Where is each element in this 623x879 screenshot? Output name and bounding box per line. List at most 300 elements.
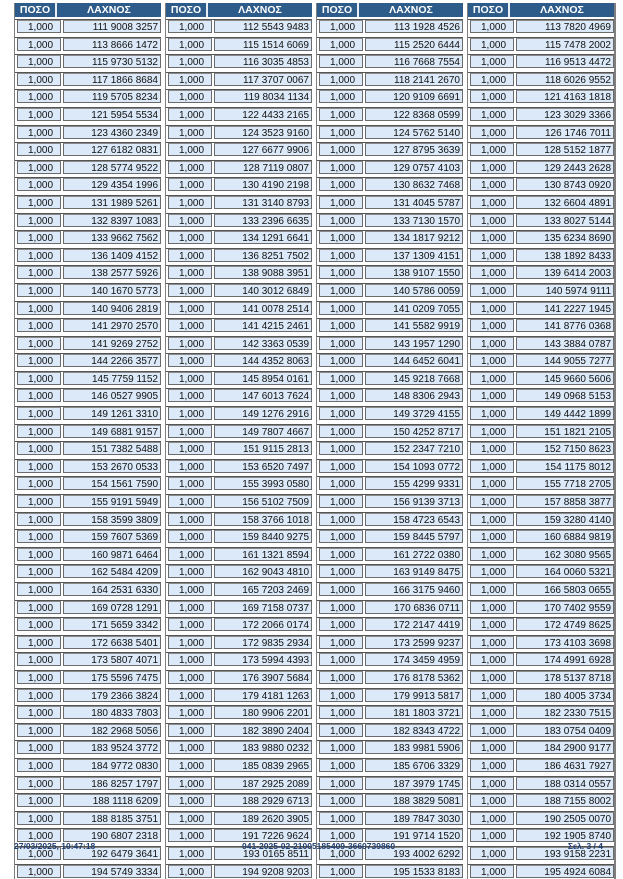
ticket-number-cell: 131 4045 5787: [365, 196, 463, 209]
ticket-number-cell: 162 3080 9565: [516, 548, 614, 561]
amount-cell: 1,000: [470, 777, 514, 790]
table-row: [468, 564, 614, 580]
table-row: [166, 371, 312, 387]
table-row: [166, 793, 312, 809]
amount-cell: 1,000: [17, 214, 61, 227]
amount-cell: 1,000: [319, 618, 363, 631]
table-row: [317, 529, 463, 545]
table-row: [15, 213, 161, 229]
amount-cell: 1,000: [168, 284, 212, 297]
amount-cell: 1,000: [17, 302, 61, 315]
amount-cell: 1,000: [168, 38, 212, 51]
ticket-number-cell: 191 7226 9624: [214, 829, 312, 842]
table-row: [468, 476, 614, 492]
amount-cell: 1,000: [168, 513, 212, 526]
amount-cell: 1,000: [470, 161, 514, 174]
ticket-number-cell: 166 3175 9460: [365, 583, 463, 596]
ticket-number-cell: 160 9871 6464: [63, 548, 161, 561]
ticket-number-cell: 129 2443 2628: [516, 161, 614, 174]
table-row: [166, 600, 312, 616]
ticket-number-cell: 138 1892 8433: [516, 249, 614, 262]
amount-cell: 1,000: [168, 565, 212, 578]
ticket-number-cell: 164 2531 6330: [63, 583, 161, 596]
ticket-number-cell: 175 5596 7475: [63, 671, 161, 684]
ticket-number-cell: 145 9218 7668: [365, 372, 463, 385]
ticket-number-cell: 113 7820 4969: [516, 20, 614, 33]
table-row: [317, 353, 463, 369]
table-row: [468, 19, 614, 35]
table-row: [166, 406, 312, 422]
amount-cell: 1,000: [319, 161, 363, 174]
table-row: [15, 54, 161, 70]
table-row: [468, 142, 614, 158]
table-row: [15, 564, 161, 580]
table-row: [15, 160, 161, 176]
amount-cell: 1,000: [319, 477, 363, 490]
table-row: [15, 723, 161, 739]
amount-cell: 1,000: [319, 636, 363, 649]
table-row: [166, 476, 312, 492]
table-row: [317, 476, 463, 492]
table-row: [166, 459, 312, 475]
table-row: [317, 160, 463, 176]
table-row: [15, 617, 161, 633]
amount-cell: 1,000: [168, 495, 212, 508]
ticket-number-cell: 145 8954 0161: [214, 372, 312, 385]
ticket-number-cell: 183 9981 5906: [365, 741, 463, 754]
table-row: [15, 793, 161, 809]
amount-cell: 1,000: [168, 90, 212, 103]
table-row: [166, 758, 312, 774]
amount-cell: 1,000: [319, 777, 363, 790]
amount-cell: 1,000: [319, 284, 363, 297]
ticket-number-cell: 190 6807 2318: [63, 829, 161, 842]
ticket-number-cell: 121 4163 1818: [516, 90, 614, 103]
ticket-number-cell: 155 9191 5949: [63, 495, 161, 508]
amount-cell: 1,000: [168, 477, 212, 490]
header-amount: ΠΟΣΟ: [468, 3, 510, 17]
ticket-number-cell: 133 2396 6635: [214, 214, 312, 227]
ticket-number-cell: 192 6479 3641: [63, 847, 161, 860]
amount-cell: 1,000: [17, 249, 61, 262]
table-row: [166, 776, 312, 792]
table-row: [468, 547, 614, 563]
table-row: [468, 793, 614, 809]
amount-cell: 1,000: [17, 583, 61, 596]
table-row: [15, 740, 161, 756]
amount-cell: 1,000: [470, 460, 514, 473]
ticket-number-cell: 115 7478 2002: [516, 38, 614, 51]
amount-cell: 1,000: [319, 495, 363, 508]
table-row: [468, 776, 614, 792]
table-row: [15, 177, 161, 193]
table-row: [15, 476, 161, 492]
ticket-number-cell: 119 5705 8234: [63, 90, 161, 103]
table-row: [15, 336, 161, 352]
ticket-number-cell: 149 3729 4155: [365, 407, 463, 420]
ticket-number-cell: 192 1905 8740: [516, 829, 614, 842]
ticket-number-cell: 151 9115 2813: [214, 442, 312, 455]
table-row: [468, 301, 614, 317]
table-row: [317, 547, 463, 563]
table-row: [468, 406, 614, 422]
amount-cell: 1,000: [319, 741, 363, 754]
amount-cell: 1,000: [17, 425, 61, 438]
table-row: [15, 811, 161, 827]
ticket-number-cell: 113 1928 4526: [365, 20, 463, 33]
amount-cell: 1,000: [470, 143, 514, 156]
table-row: [468, 160, 614, 176]
amount-cell: 1,000: [470, 20, 514, 33]
table-row: [15, 195, 161, 211]
amount-cell: 1,000: [319, 759, 363, 772]
table-row: [317, 723, 463, 739]
amount-cell: 1,000: [470, 812, 514, 825]
amount-cell: 1,000: [17, 724, 61, 737]
ticket-number-cell: 189 7847 3030: [365, 812, 463, 825]
amount-cell: 1,000: [470, 354, 514, 367]
amount-cell: 1,000: [319, 865, 363, 878]
table-row: [468, 494, 614, 510]
amount-cell: 1,000: [168, 196, 212, 209]
amount-cell: 1,000: [168, 372, 212, 385]
table-row: [468, 230, 614, 246]
ticket-number-cell: 172 2066 0174: [214, 618, 312, 631]
amount-cell: 1,000: [470, 601, 514, 614]
amount-cell: 1,000: [470, 548, 514, 561]
table-row: [468, 688, 614, 704]
table-row: [317, 512, 463, 528]
amount-cell: 1,000: [168, 847, 212, 860]
ticket-number-cell: 144 2266 3577: [63, 354, 161, 367]
table-row: [317, 265, 463, 281]
ticket-number-cell: 162 9043 4810: [214, 565, 312, 578]
ticket-number-cell: 112 5543 9483: [214, 20, 312, 33]
amount-cell: 1,000: [168, 706, 212, 719]
ticket-number-cell: 190 2505 0070: [516, 812, 614, 825]
amount-cell: 1,000: [319, 513, 363, 526]
ticket-number-cell: 121 5954 5534: [63, 108, 161, 121]
table-row: [468, 705, 614, 721]
header-ticket: ΛΑΧΝΟΣ: [57, 3, 161, 17]
table-row: [166, 107, 312, 123]
amount-cell: 1,000: [17, 548, 61, 561]
amount-cell: 1,000: [17, 601, 61, 614]
ticket-number-cell: 144 9055 7277: [516, 354, 614, 367]
table-row: [317, 213, 463, 229]
ticket-number-cell: 141 4215 2461: [214, 319, 312, 332]
amount-cell: 1,000: [168, 319, 212, 332]
table-row: [166, 283, 312, 299]
ticket-number-cell: 131 3140 8793: [214, 196, 312, 209]
ticket-number-cell: 140 3012 6849: [214, 284, 312, 297]
amount-cell: 1,000: [319, 126, 363, 139]
table-row: [15, 89, 161, 105]
amount-cell: 1,000: [319, 829, 363, 842]
ticket-number-cell: 140 5786 0059: [365, 284, 463, 297]
ticket-number-cell: 129 4354 1996: [63, 178, 161, 191]
amount-cell: 1,000: [470, 706, 514, 719]
ticket-number-cell: 115 2520 6444: [365, 38, 463, 51]
amount-cell: 1,000: [319, 249, 363, 262]
ticket-number-cell: 156 5102 7509: [214, 495, 312, 508]
ticket-number-cell: 191 9714 1520: [365, 829, 463, 842]
ticket-number-cell: 180 4833 7803: [63, 706, 161, 719]
amount-cell: 1,000: [168, 794, 212, 807]
ticket-number-cell: 193 0165 8511: [214, 847, 312, 860]
amount-cell: 1,000: [319, 266, 363, 279]
table-row: [317, 336, 463, 352]
ticket-number-cell: 195 4924 6084: [516, 865, 614, 878]
amount-cell: 1,000: [17, 55, 61, 68]
table-row: [317, 864, 463, 879]
ticket-number-cell: 122 8368 0599: [365, 108, 463, 121]
ticket-number-cell: 188 2929 6713: [214, 794, 312, 807]
table-row: [468, 72, 614, 88]
amount-cell: 1,000: [319, 794, 363, 807]
table-row: [15, 353, 161, 369]
ticket-number-cell: 118 6026 9552: [516, 73, 614, 86]
amount-cell: 1,000: [319, 389, 363, 402]
table-row: [317, 705, 463, 721]
amount-cell: 1,000: [470, 495, 514, 508]
table-row: [166, 512, 312, 528]
table-row: [317, 494, 463, 510]
ticket-number-cell: 140 1670 5773: [63, 284, 161, 297]
header-ticket: ΛΑΧΝΟΣ: [208, 3, 312, 17]
ticket-number-cell: 151 7382 5488: [63, 442, 161, 455]
table-row: [468, 529, 614, 545]
column-group-4: [467, 3, 616, 879]
amount-cell: 1,000: [470, 829, 514, 842]
amount-cell: 1,000: [17, 777, 61, 790]
amount-cell: 1,000: [168, 618, 212, 631]
amount-cell: 1,000: [17, 812, 61, 825]
ticket-number-cell: 159 3280 4140: [516, 513, 614, 526]
amount-cell: 1,000: [470, 302, 514, 315]
amount-cell: 1,000: [319, 73, 363, 86]
ticket-number-cell: 172 6638 5401: [63, 636, 161, 649]
amount-cell: 1,000: [470, 636, 514, 649]
ticket-number-cell: 130 4190 2198: [214, 178, 312, 191]
amount-cell: 1,000: [319, 354, 363, 367]
ticket-number-cell: 186 8257 1797: [63, 777, 161, 790]
table-row: [317, 670, 463, 686]
amount-cell: 1,000: [168, 777, 212, 790]
amount-cell: 1,000: [17, 689, 61, 702]
amount-cell: 1,000: [470, 671, 514, 684]
amount-cell: 1,000: [470, 689, 514, 702]
ticket-number-cell: 179 4181 1263: [214, 689, 312, 702]
column-group-2: [165, 3, 312, 879]
column-group-1: [14, 3, 161, 879]
ticket-number-cell: 127 8795 3639: [365, 143, 463, 156]
amount-cell: 1,000: [168, 741, 212, 754]
amount-cell: 1,000: [319, 108, 363, 121]
table-row: [468, 723, 614, 739]
table-row: [468, 283, 614, 299]
ticket-number-cell: 129 0757 4103: [365, 161, 463, 174]
ticket-number-cell: 164 0060 5321: [516, 565, 614, 578]
amount-cell: 1,000: [470, 513, 514, 526]
table-row: [166, 688, 312, 704]
amount-cell: 1,000: [319, 689, 363, 702]
ticket-number-cell: 140 5974 9111: [516, 284, 614, 297]
ticket-number-cell: 176 3907 5684: [214, 671, 312, 684]
ticket-number-cell: 189 2620 3905: [214, 812, 312, 825]
table-row: [166, 265, 312, 281]
table-row: [166, 494, 312, 510]
ticket-number-cell: 182 3890 2404: [214, 724, 312, 737]
ticket-number-cell: 152 2347 7210: [365, 442, 463, 455]
table-row: [317, 318, 463, 334]
ticket-number-cell: 128 7119 0807: [214, 161, 312, 174]
table-row: [15, 37, 161, 53]
header-amount: ΠΟΣΟ: [317, 3, 359, 17]
ticket-number-cell: 124 5762 5140: [365, 126, 463, 139]
ticket-number-cell: 157 8858 3877: [516, 495, 614, 508]
table-row: [15, 265, 161, 281]
table-row: [317, 652, 463, 668]
ticket-number-cell: 143 1957 1290: [365, 337, 463, 350]
ticket-number-cell: 184 2900 9177: [516, 741, 614, 754]
amount-cell: 1,000: [168, 460, 212, 473]
amount-cell: 1,000: [17, 231, 61, 244]
ticket-number-cell: 116 9513 4472: [516, 55, 614, 68]
amount-cell: 1,000: [470, 126, 514, 139]
amount-cell: 1,000: [168, 829, 212, 842]
table-row: [468, 582, 614, 598]
table-row: [166, 424, 312, 440]
ticket-number-cell: 161 2722 0380: [365, 548, 463, 561]
ticket-number-cell: 117 3707 0067: [214, 73, 312, 86]
print-datetime: 27/03/2025, 10:47:18: [14, 841, 95, 851]
ticket-number-cell: 162 5484 4209: [63, 565, 161, 578]
amount-cell: 1,000: [470, 337, 514, 350]
ticket-number-cell: 183 9880 0232: [214, 741, 312, 754]
table-row: [317, 283, 463, 299]
amount-cell: 1,000: [17, 759, 61, 772]
ticket-number-cell: 120 9109 6691: [365, 90, 463, 103]
table-row: [15, 388, 161, 404]
table-row: [166, 213, 312, 229]
ticket-number-cell: 133 9662 7562: [63, 231, 161, 244]
ticket-number-cell: 195 1533 8183: [365, 865, 463, 878]
table-row: [15, 670, 161, 686]
table-row: [15, 705, 161, 721]
amount-cell: 1,000: [17, 865, 61, 878]
table-row: [166, 195, 312, 211]
header-ticket: ΛΑΧΝΟΣ: [510, 3, 614, 17]
amount-cell: 1,000: [168, 302, 212, 315]
amount-cell: 1,000: [17, 354, 61, 367]
ticket-number-cell: 134 1291 6641: [214, 231, 312, 244]
amount-cell: 1,000: [17, 38, 61, 51]
ticket-number-cell: 151 1821 2105: [516, 425, 614, 438]
amount-cell: 1,000: [470, 759, 514, 772]
amount-cell: 1,000: [168, 143, 212, 156]
amount-cell: 1,000: [470, 425, 514, 438]
table-row: [317, 37, 463, 53]
table-row: [468, 758, 614, 774]
table-row: [468, 600, 614, 616]
table-row: [15, 441, 161, 457]
amount-cell: 1,000: [17, 73, 61, 86]
table-header: [317, 3, 463, 17]
ticket-number-cell: 179 2366 3824: [63, 689, 161, 702]
ticket-number-cell: 188 1118 6209: [63, 794, 161, 807]
table-row: [317, 564, 463, 580]
table-row: [317, 54, 463, 70]
table-row: [317, 811, 463, 827]
amount-cell: 1,000: [17, 460, 61, 473]
table-row: [468, 652, 614, 668]
amount-cell: 1,000: [17, 372, 61, 385]
amount-cell: 1,000: [17, 495, 61, 508]
table-row: [468, 811, 614, 827]
ticket-number-cell: 149 1276 2916: [214, 407, 312, 420]
ticket-number-cell: 169 0728 1291: [63, 601, 161, 614]
table-row: [166, 705, 312, 721]
amount-cell: 1,000: [470, 389, 514, 402]
amount-cell: 1,000: [17, 477, 61, 490]
table-row: [166, 723, 312, 739]
amount-cell: 1,000: [168, 73, 212, 86]
amount-cell: 1,000: [17, 565, 61, 578]
ticket-number-cell: 127 6182 0831: [63, 143, 161, 156]
table-row: [166, 811, 312, 827]
ticket-number-cell: 155 4299 9331: [365, 477, 463, 490]
header-ticket: ΛΑΧΝΟΣ: [359, 3, 463, 17]
ticket-number-cell: 154 1561 7590: [63, 477, 161, 490]
amount-cell: 1,000: [168, 653, 212, 666]
table-row: [166, 177, 312, 193]
table-row: [166, 72, 312, 88]
ticket-number-cell: 141 0209 7055: [365, 302, 463, 315]
table-row: [468, 195, 614, 211]
table-row: [15, 494, 161, 510]
table-row: [468, 248, 614, 264]
table-row: [15, 600, 161, 616]
amount-cell: 1,000: [168, 407, 212, 420]
table-row: [166, 864, 312, 879]
amount-cell: 1,000: [17, 513, 61, 526]
amount-cell: 1,000: [168, 671, 212, 684]
ticket-number-cell: 128 5152 1877: [516, 143, 614, 156]
ticket-number-cell: 149 0968 5153: [516, 389, 614, 402]
ticket-number-cell: 130 8743 0920: [516, 178, 614, 191]
table-row: [317, 19, 463, 35]
table-row: [317, 688, 463, 704]
table-row: [166, 89, 312, 105]
ticket-number-cell: 135 6234 8690: [516, 231, 614, 244]
amount-cell: 1,000: [319, 530, 363, 543]
table-row: [317, 177, 463, 193]
table-row: [468, 265, 614, 281]
amount-cell: 1,000: [470, 178, 514, 191]
ticket-number-cell: 141 2970 2570: [63, 319, 161, 332]
ticket-number-cell: 153 6520 7497: [214, 460, 312, 473]
table-row: [15, 248, 161, 264]
table-row: [15, 547, 161, 563]
ticket-number-cell: 123 4360 2349: [63, 126, 161, 139]
ticket-number-cell: 142 3363 0539: [214, 337, 312, 350]
table-row: [317, 248, 463, 264]
amount-cell: 1,000: [168, 126, 212, 139]
table-row: [15, 72, 161, 88]
ticket-number-cell: 137 1309 4151: [365, 249, 463, 262]
table-row: [468, 353, 614, 369]
